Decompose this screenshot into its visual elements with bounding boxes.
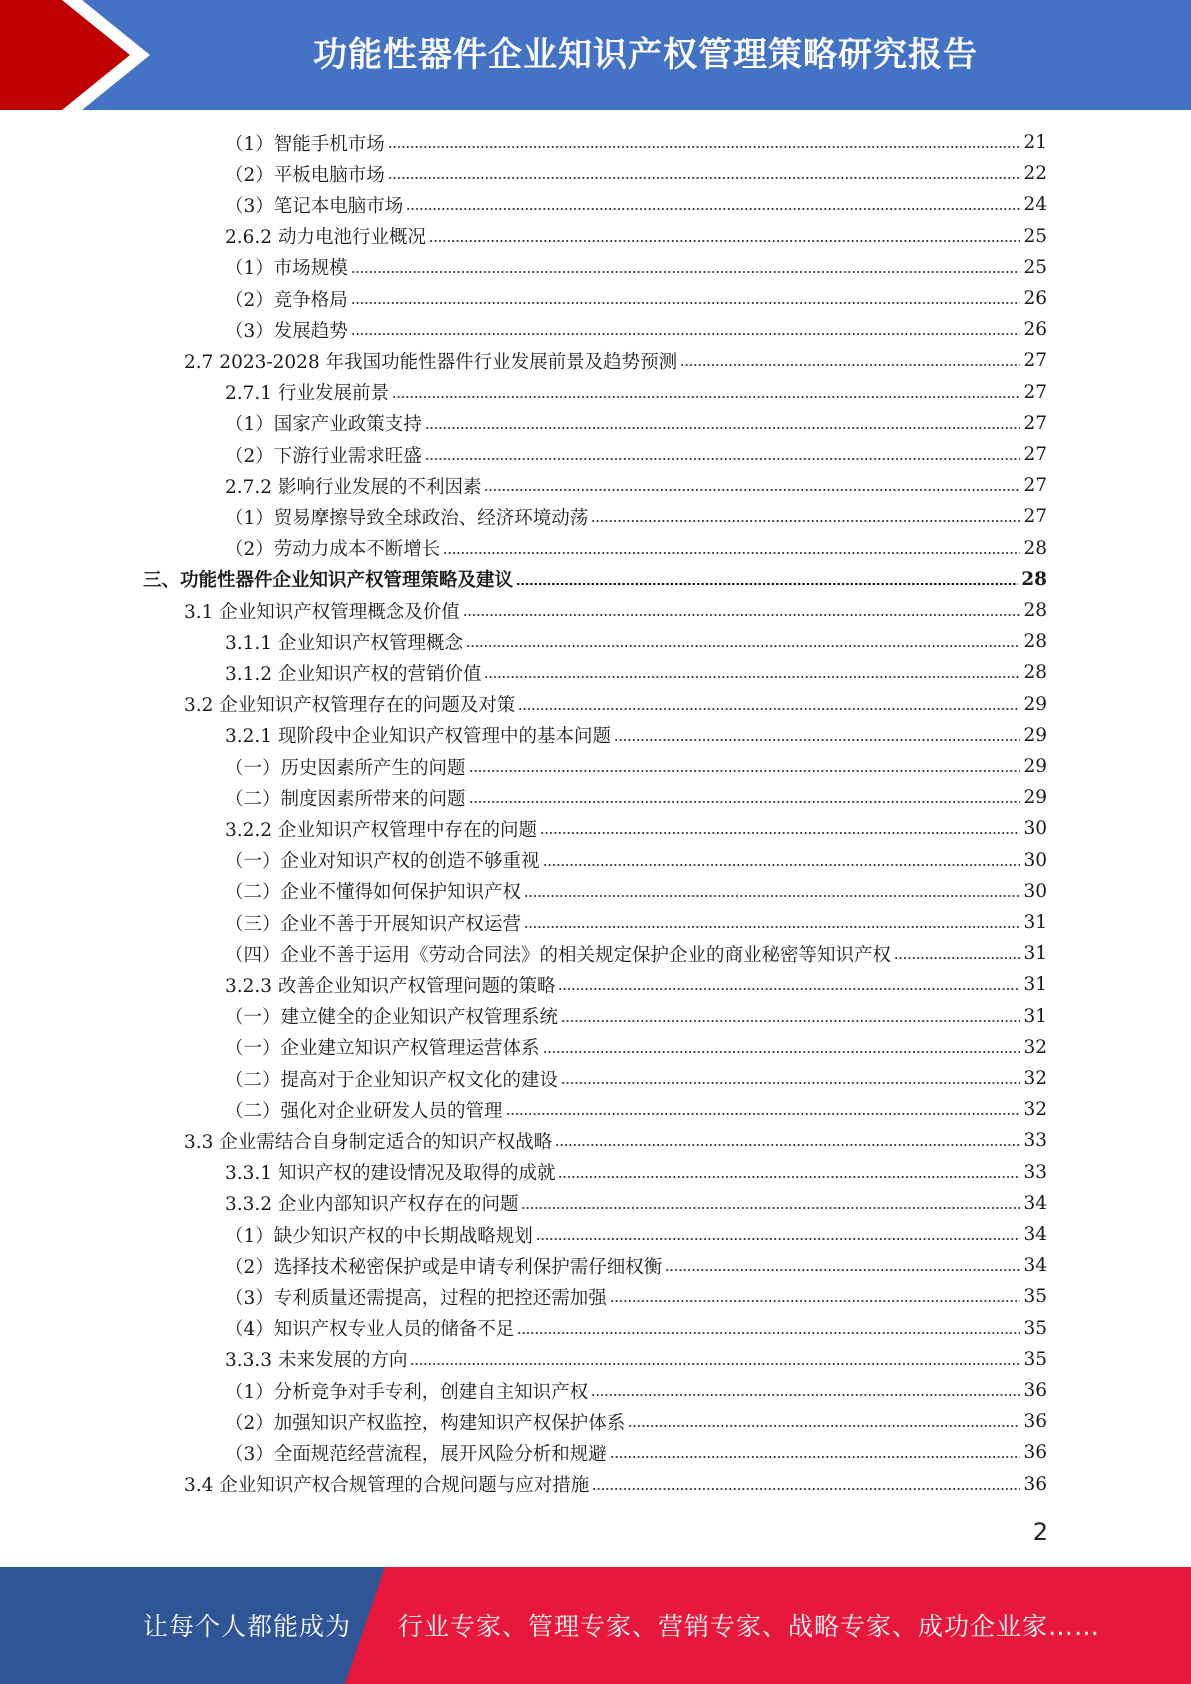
toc-dot-leader: [484, 676, 1020, 678]
toc-entry-page: 35: [1023, 1286, 1047, 1308]
toc-entry-page: 36: [1023, 1442, 1047, 1464]
toc-dot-leader: [894, 957, 1020, 959]
toc-entry[interactable]: [225, 1032, 1047, 1063]
toc-entry-label: 2.7 2023-2028 年我国功能性器件行业发展前景及趋势预测: [184, 351, 678, 373]
toc-entry-label: （1）智能手机市场: [225, 133, 385, 155]
toc-entry-label: 3.1.2 企业知识产权的营销价值: [225, 663, 482, 685]
toc-entry-label: （3）全面规范经营流程，展开风险分析和规避: [225, 1443, 607, 1465]
toc-entry[interactable]: [225, 1406, 1047, 1437]
toc-dot-leader: [429, 240, 1020, 242]
toc-entry[interactable]: [225, 221, 1047, 252]
toc-entry-page: 26: [1023, 288, 1047, 309]
toc-dot-leader: [555, 1144, 1020, 1146]
toc-dot-leader: [540, 832, 1020, 834]
toc-entry-page: 35: [1023, 1348, 1047, 1370]
toc-dot-leader: [610, 1300, 1021, 1302]
toc-entry-page: 31: [1023, 943, 1047, 965]
toc-entry-label: （一）历史因素所产生的问题: [225, 757, 466, 779]
toc-entry-page: 29: [1023, 756, 1047, 777]
toc-dot-leader: [665, 1269, 1020, 1271]
toc-entry-label: （1）国家产业政策支持: [225, 414, 422, 436]
toc-entry-label: （3）专利质量还需提高，过程的把控还需加强: [225, 1287, 607, 1309]
toc-dot-leader: [524, 926, 1020, 928]
toc-entry-page: 31: [1023, 974, 1047, 996]
toc-dot-leader: [591, 1394, 1020, 1396]
toc-dot-leader: [558, 988, 1020, 990]
toc-dot-leader: [561, 1020, 1020, 1022]
toc-entry-label: （四）企业不善于运用《劳动合同法》的相关规定保护企业的商业秘密等知识产权: [225, 944, 892, 966]
toc-entry-page: 32: [1023, 1036, 1047, 1058]
toc-dot-leader: [614, 739, 1020, 741]
toc-entry-page: 33: [1023, 1161, 1047, 1183]
toc-dot-leader: [518, 708, 1020, 710]
toc-entry[interactable]: [225, 158, 1047, 189]
footer-slogan-right: 行业专家、管理专家、营销专家、战略专家、成功企业家……: [398, 1612, 1101, 1641]
toc-entry-page: 34: [1023, 1224, 1047, 1245]
toc-dot-leader: [543, 864, 1021, 866]
toc-dot-leader: [543, 1051, 1021, 1053]
toc-entry-label: （二）制度因素所带来的问题: [225, 788, 466, 810]
toc-entry-page: 28: [1023, 600, 1047, 621]
page-number: 2: [1032, 1518, 1048, 1546]
toc-entry[interactable]: [225, 1375, 1047, 1406]
toc-dot-leader: [516, 583, 1018, 585]
footer-slogan-left: 让每个人都能成为: [143, 1612, 352, 1641]
toc-entry[interactable]: [225, 782, 1047, 813]
toc-entry-label: 3.3.2 企业内部知识产权存在的问题: [225, 1194, 519, 1216]
toc-entry-label: （2）选择技术秘密保护或是申请专利保护需仔细权衡: [225, 1256, 663, 1278]
toc-entry-page: 31: [1023, 1005, 1047, 1027]
toc-entry-label: （2）平板电脑市场: [225, 164, 385, 186]
toc-dot-leader: [536, 1238, 1021, 1240]
toc-entry-page: 28: [1023, 662, 1047, 684]
toc-entry[interactable]: [225, 439, 1047, 470]
toc-entry[interactable]: [184, 595, 1047, 626]
toc-entry[interactable]: [225, 907, 1047, 938]
toc-entry-page: 34: [1023, 1192, 1047, 1214]
toc-dot-leader: [463, 614, 1021, 616]
toc-dot-leader: [591, 520, 1020, 522]
toc-entry[interactable]: [225, 1281, 1047, 1312]
toc-entry-page: 22: [1023, 163, 1047, 185]
toc-entry-page: 24: [1023, 194, 1047, 216]
toc-entry-page: 30: [1023, 849, 1047, 871]
toc-entry-label: （一）企业建立知识产权管理运营体系: [225, 1038, 540, 1060]
report-title: 功能性器件企业知识产权管理策略研究报告: [313, 35, 978, 75]
toc-entry-label: （3）笔记本电脑市场: [225, 195, 404, 217]
toc-dot-leader: [466, 645, 1020, 647]
toc-dot-leader: [517, 1332, 1020, 1334]
toc-entry-page: 27: [1023, 350, 1047, 372]
toc-entry-page: 29: [1023, 787, 1047, 809]
toc-entry-page: 28: [1023, 537, 1047, 559]
toc-entry[interactable]: [225, 1344, 1047, 1375]
toc-entry[interactable]: [225, 1437, 1047, 1468]
toc-entry[interactable]: [225, 969, 1047, 1000]
toc-entry[interactable]: [225, 1063, 1047, 1094]
toc-entry-page: 21: [1023, 132, 1047, 153]
toc-entry-label: 3.3.1 知识产权的建设情况及取得的成就: [225, 1163, 556, 1185]
toc-entry-label: （1）市场规模: [225, 258, 348, 280]
toc-entry[interactable]: [225, 720, 1047, 751]
toc-entry-page: 35: [1023, 1317, 1047, 1339]
toc-entry-page: 34: [1023, 1255, 1047, 1277]
toc-entry-label: 3.2.3 改善企业知识产权管理问题的策略: [225, 975, 556, 997]
toc-entry-label: （二）强化对企业研发人员的管理: [225, 1100, 503, 1122]
toc-dot-leader: [561, 1082, 1020, 1084]
toc-entry-label: （3）发展趋势: [225, 320, 348, 342]
toc-entry-label: 3.3 企业需结合自身制定适合的知识产权战略: [184, 1131, 553, 1153]
toc-entry[interactable]: [225, 1094, 1047, 1125]
toc-entry-label: 3.4 企业知识产权合规管理的合规问题与应对措施: [184, 1475, 590, 1497]
page-footer: [0, 1567, 1191, 1684]
toc-entry[interactable]: [184, 345, 1047, 376]
toc-dot-leader: [524, 895, 1020, 897]
toc-entry-page: 27: [1023, 412, 1047, 434]
toc-entry[interactable]: [225, 845, 1047, 876]
toc-entry[interactable]: [225, 1250, 1047, 1281]
toc-dot-leader: [410, 1363, 1020, 1365]
toc-entry[interactable]: [225, 657, 1047, 688]
toc-entry-page: 33: [1023, 1130, 1047, 1152]
toc-entry-label: 3.3.3 未来发展的方向: [225, 1350, 408, 1372]
toc-dot-leader: [425, 427, 1021, 429]
toc-entry[interactable]: [225, 1001, 1047, 1032]
toc-entry-page: 36: [1023, 1380, 1047, 1401]
toc-entry-page: 28: [1021, 568, 1047, 590]
toc-entry-label: （一）建立健全的企业知识产权管理系统: [225, 1007, 559, 1029]
toc-entry[interactable]: [225, 813, 1047, 844]
toc-entry-page: 30: [1023, 818, 1047, 840]
toc-entry-page: 32: [1023, 1099, 1047, 1121]
toc-entry-label: （2）下游行业需求旺盛: [225, 445, 422, 467]
toc-dot-leader: [351, 302, 1021, 304]
toc-entry-label: （1）分析竞争对手专利，创建自主知识产权: [225, 1381, 589, 1403]
toc-entry-page: 30: [1023, 880, 1047, 902]
toc-entry[interactable]: [225, 1219, 1047, 1250]
toc-dot-leader: [592, 1488, 1020, 1490]
toc-entry-page: 31: [1023, 912, 1047, 933]
toc-entry-label: （1）缺少知识产权的中长期战略规划: [225, 1225, 533, 1247]
header-arrow-mark: [0, 0, 160, 110]
toc-dot-leader: [392, 396, 1020, 398]
toc-entry[interactable]: [225, 314, 1047, 345]
toc-dot-leader: [351, 333, 1021, 335]
toc-entry-label: 3.2.2 企业知识产权管理中存在的问题: [225, 819, 537, 841]
toc-entry[interactable]: [225, 938, 1047, 969]
toc-entry-page: 32: [1023, 1068, 1047, 1089]
toc-entry[interactable]: [225, 751, 1047, 782]
toc-entry-label: （三）企业不善于开展知识产权运营: [225, 913, 522, 935]
toc-entry[interactable]: [225, 377, 1047, 408]
toc-entry-page: 36: [1023, 1473, 1047, 1495]
toc-entry-page: 25: [1023, 256, 1047, 278]
header-red-chevron: [0, 0, 130, 110]
toc-entry[interactable]: [225, 1188, 1047, 1219]
toc-entry-label: （2）竞争格局: [225, 289, 348, 311]
toc-dot-leader: [680, 364, 1020, 366]
toc-dot-leader: [351, 271, 1021, 273]
toc-entry-page: 25: [1023, 225, 1047, 247]
toc-entry-page: 36: [1023, 1411, 1047, 1433]
toc-entry-page: 27: [1023, 381, 1047, 403]
toc-entry-label: 2.6.2 动力电池行业概况: [225, 227, 426, 249]
toc-entry-label: （二）企业不懂得如何保护知识产权: [225, 882, 522, 904]
toc-dot-leader: [425, 458, 1021, 460]
toc-entry-page: 27: [1023, 506, 1047, 528]
toc-entry[interactable]: [225, 408, 1047, 439]
toc-entry-page: 29: [1023, 693, 1047, 715]
toc-entry[interactable]: [184, 1125, 1047, 1156]
toc-entry[interactable]: [225, 283, 1047, 314]
toc-entry-label: （二）提高对于企业知识产权文化的建设: [225, 1069, 559, 1091]
toc-entry-page: 26: [1023, 319, 1047, 341]
toc-dot-leader: [610, 1456, 1021, 1458]
toc-entry[interactable]: [225, 470, 1047, 501]
toc-entry-label: 2.7.1 行业发展前景: [225, 383, 389, 405]
toc-dot-leader: [388, 177, 1021, 179]
toc-entry[interactable]: [225, 127, 1047, 158]
toc-dot-leader: [521, 1207, 1020, 1209]
toc-entry-label: 3.1.1 企业知识产权管理概念: [225, 632, 463, 654]
toc-dot-leader: [469, 770, 1021, 772]
toc-entry-page: 27: [1023, 475, 1047, 497]
toc-entry-label: （2）加强知识产权监控，构建知识产权保护体系: [225, 1412, 626, 1434]
toc-entry-label: （2）劳动力成本不断增长: [225, 539, 441, 561]
toc-dot-leader: [484, 489, 1020, 491]
page-header: [0, 0, 1191, 110]
toc-entry-page: 29: [1023, 724, 1047, 746]
toc-entry-label: （一）企业对知识产权的创造不够重视: [225, 851, 540, 873]
toc-dot-leader: [628, 1425, 1020, 1427]
toc-entry-page: 28: [1023, 631, 1047, 653]
toc-entry[interactable]: [225, 1157, 1047, 1188]
toc-entry-label: （1）贸易摩擦导致全球政治、经济环境动荡: [225, 507, 589, 529]
toc-entry[interactable]: [225, 876, 1047, 907]
toc-dot-leader: [406, 208, 1020, 210]
toc-entry[interactable]: [225, 533, 1047, 564]
toc-dot-leader: [443, 552, 1020, 554]
toc-dot-leader: [506, 1113, 1021, 1115]
toc-entry-label: 3.1 企业知识产权管理概念及价值: [184, 601, 460, 623]
toc-entry[interactable]: [225, 189, 1047, 220]
toc-entry[interactable]: [184, 689, 1047, 720]
toc-dot-leader: [388, 146, 1021, 148]
toc-entry-label: 3.2.1 现阶段中企业知识产权管理中的基本问题: [225, 726, 611, 748]
toc-entry-label: （4）知识产权专业人员的储备不足: [225, 1319, 515, 1341]
toc-entry-label: 2.7.2 影响行业发展的不利因素: [225, 476, 482, 498]
toc-entry[interactable]: [143, 564, 1047, 595]
toc-dot-leader: [558, 1176, 1020, 1178]
toc-entry-page: 27: [1023, 444, 1047, 465]
toc-entry[interactable]: [225, 252, 1047, 283]
toc-entry[interactable]: [184, 1469, 1047, 1500]
toc-entry[interactable]: [225, 626, 1047, 657]
toc-entry[interactable]: [225, 501, 1047, 532]
toc-entry-label: 三、功能性器件企业知识产权管理策略及建议: [143, 570, 514, 592]
toc-entry[interactable]: [225, 1313, 1047, 1344]
toc-dot-leader: [469, 801, 1021, 803]
toc-entry-label: 3.2 企业知识产权管理存在的问题及对策: [184, 695, 516, 717]
